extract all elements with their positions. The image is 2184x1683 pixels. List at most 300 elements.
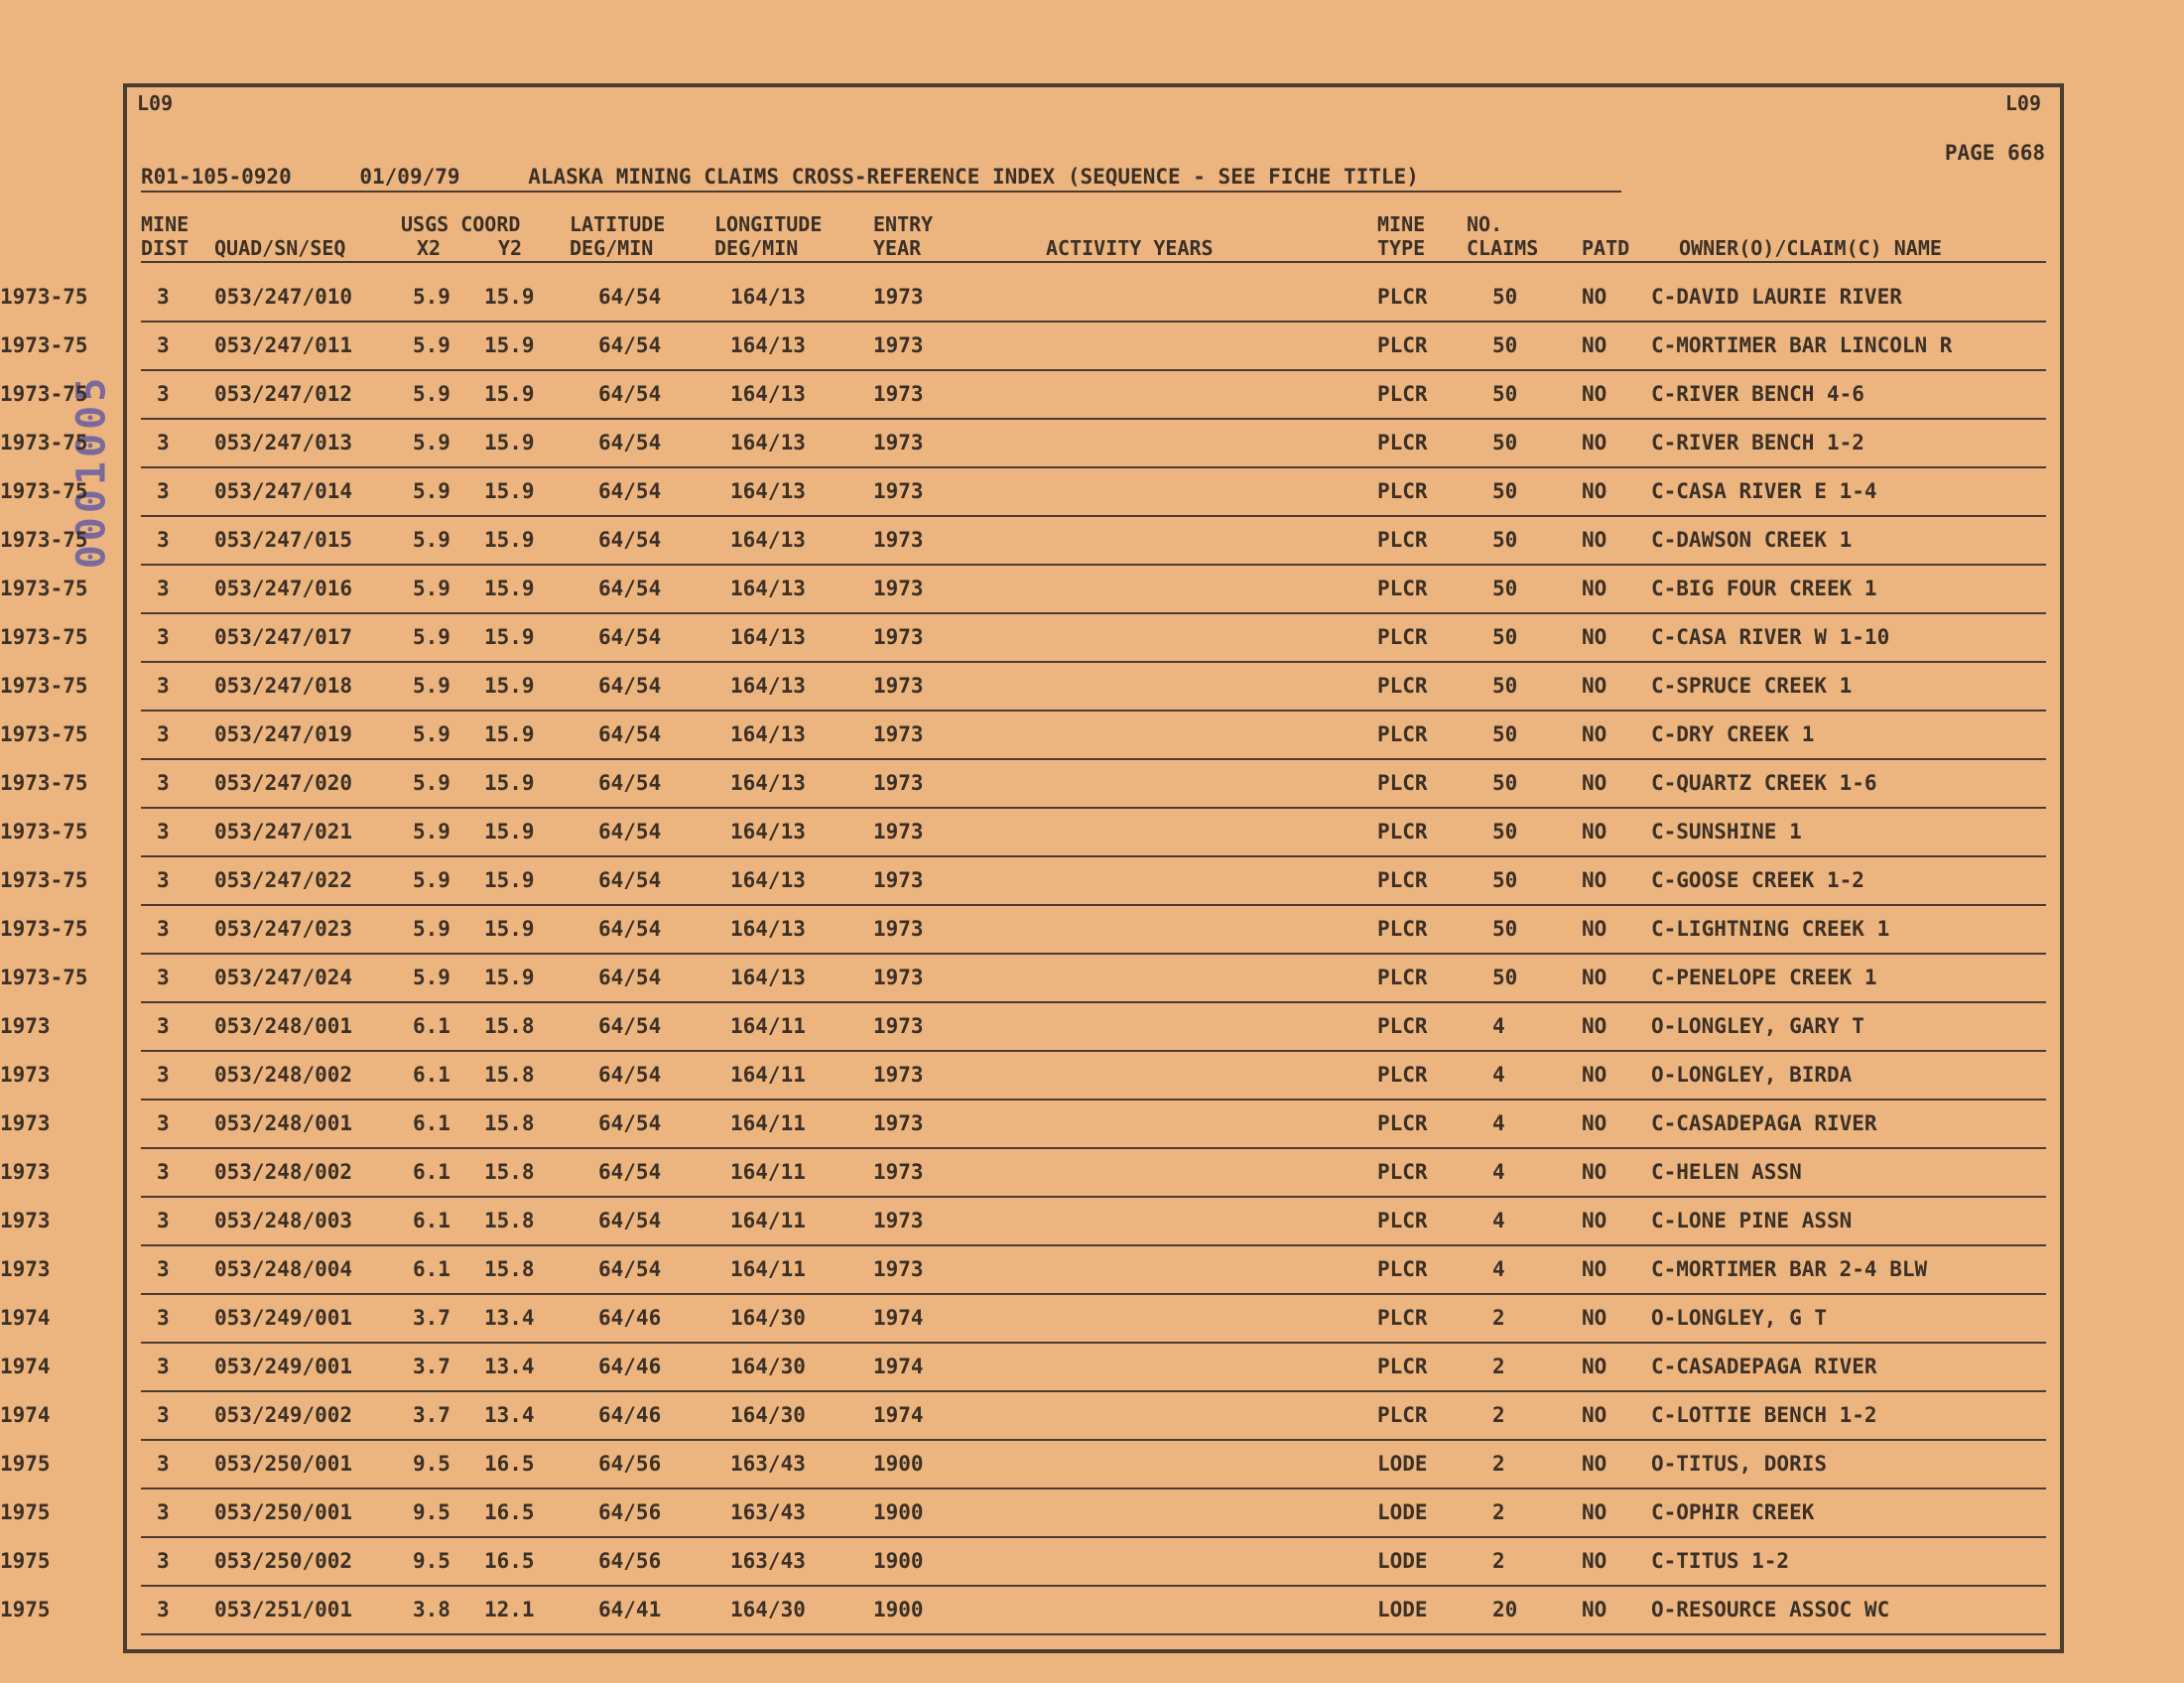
cell-quad: 053/248/002	[214, 1063, 353, 1087]
cell-type: PLCR	[1377, 1014, 1428, 1038]
cell-dist: 3	[157, 917, 170, 941]
cell-pat: NO	[1582, 966, 1607, 989]
cell-type: PLCR	[1377, 917, 1428, 941]
header-quad: QUAD/SN/SEQ	[214, 236, 346, 260]
cell-activity: 1973-75	[0, 966, 88, 989]
cell-entry: 1973	[873, 917, 924, 941]
cell-activity: 1973-75	[0, 917, 88, 941]
cell-quad: 053/248/003	[214, 1209, 353, 1232]
cell-entry: 1900	[873, 1598, 924, 1621]
cell-quad: 053/247/023	[214, 917, 353, 941]
row-rule	[141, 1099, 2046, 1100]
row-rule	[141, 1001, 2046, 1003]
header-y2: Y2	[498, 236, 523, 260]
cell-y: 15.8	[484, 1257, 535, 1281]
cell-claims: 50	[1492, 820, 1518, 843]
cell-quad: 053/247/012	[214, 382, 353, 406]
table-row	[0, 810, 2184, 858]
cell-lon: 163/43	[730, 1500, 806, 1524]
table-row	[0, 907, 2184, 956]
cell-type: PLCR	[1377, 868, 1428, 892]
table-row	[0, 1199, 2184, 1247]
cell-pat: NO	[1582, 577, 1607, 600]
table-row	[0, 1150, 2184, 1199]
header-activity-years: ACTIVITY YEARS	[1046, 236, 1214, 260]
cell-claims: 2	[1492, 1306, 1505, 1330]
cell-x: 5.9	[413, 722, 450, 746]
cell-y: 15.8	[484, 1111, 535, 1135]
cell-dist: 3	[157, 625, 170, 649]
cell-dist: 3	[157, 431, 170, 454]
cell-lat: 64/54	[598, 722, 662, 746]
cell-x: 5.9	[413, 820, 450, 843]
cell-type: PLCR	[1377, 722, 1428, 746]
cell-y: 15.9	[484, 917, 535, 941]
cell-y: 15.9	[484, 868, 535, 892]
row-rule	[141, 1536, 2046, 1538]
cell-claims: 50	[1492, 966, 1518, 989]
cell-activity: 1973-75	[0, 625, 88, 649]
cell-pat: NO	[1582, 1014, 1607, 1038]
cell-quad: 053/247/024	[214, 966, 353, 989]
cell-lat: 64/54	[598, 431, 662, 454]
cell-y: 16.5	[484, 1452, 535, 1476]
cell-dist: 3	[157, 1257, 170, 1281]
cell-dist: 3	[157, 577, 170, 600]
cell-pat: NO	[1582, 528, 1607, 552]
cell-lat: 64/54	[598, 1160, 662, 1184]
cell-activity: 1973-75	[0, 431, 88, 454]
table-row	[0, 712, 2184, 761]
cell-entry: 1973	[873, 722, 924, 746]
cell-quad: 053/249/001	[214, 1306, 353, 1330]
cell-lat: 64/54	[598, 868, 662, 892]
cell-activity: 1973-75	[0, 577, 88, 600]
cell-lon: 164/11	[730, 1257, 806, 1281]
cell-lon: 164/13	[730, 820, 806, 843]
header-no-claims: NO. CLAIMS	[1467, 212, 1539, 260]
cell-owner: C-SPRUCE CREEK 1	[1651, 674, 1853, 698]
cell-y: 13.4	[484, 1306, 535, 1330]
cell-quad: 053/248/001	[214, 1111, 353, 1135]
cell-lat: 64/54	[598, 625, 662, 649]
cell-quad: 053/249/002	[214, 1403, 353, 1427]
cell-x: 9.5	[413, 1452, 450, 1476]
row-rule	[141, 1488, 2046, 1489]
table-row	[0, 1442, 2184, 1490]
cell-lon: 164/30	[730, 1403, 806, 1427]
cell-owner: C-MORTIMER BAR LINCOLN R	[1651, 333, 1953, 357]
cell-pat: NO	[1582, 1403, 1607, 1427]
header-mine-dist: MINE DIST	[141, 212, 190, 260]
cell-owner: O-LONGLEY, GARY T	[1651, 1014, 1864, 1038]
cell-claims: 2	[1492, 1452, 1505, 1476]
cell-owner: C-LOTTIE BENCH 1-2	[1651, 1403, 1877, 1427]
table-row	[0, 1393, 2184, 1442]
cell-dist: 3	[157, 722, 170, 746]
row-rule	[141, 904, 2046, 906]
cell-y: 15.9	[484, 771, 535, 795]
claims-table	[0, 275, 2184, 1636]
cell-lat: 64/54	[598, 333, 662, 357]
cell-pat: NO	[1582, 1452, 1607, 1476]
table-row	[0, 664, 2184, 712]
cell-lon: 164/11	[730, 1014, 806, 1038]
table-row	[0, 761, 2184, 810]
cell-lat: 64/46	[598, 1306, 662, 1330]
row-rule	[141, 1050, 2046, 1052]
row-rule	[141, 710, 2046, 712]
cell-entry: 1974	[873, 1403, 924, 1427]
cell-owner: C-DAVID LAURIE RIVER	[1651, 285, 1902, 309]
row-rule	[141, 612, 2046, 614]
cell-type: PLCR	[1377, 285, 1428, 309]
cell-dist: 3	[157, 1355, 170, 1378]
cell-claims: 50	[1492, 333, 1518, 357]
cell-type: PLCR	[1377, 625, 1428, 649]
cell-entry: 1973	[873, 1209, 924, 1232]
cell-x: 5.9	[413, 382, 450, 406]
cell-dist: 3	[157, 771, 170, 795]
cell-pat: NO	[1582, 1355, 1607, 1378]
cell-claims: 4	[1492, 1209, 1505, 1232]
cell-claims: 50	[1492, 479, 1518, 503]
cell-lat: 64/54	[598, 382, 662, 406]
cell-x: 5.9	[413, 917, 450, 941]
cell-x: 6.1	[413, 1063, 450, 1087]
report-id: R01-105-0920	[141, 165, 292, 189]
table-row	[0, 324, 2184, 372]
corner-label-left: L09	[137, 91, 174, 115]
row-rule	[141, 1439, 2046, 1441]
cell-activity: 1973-75	[0, 771, 88, 795]
table-row	[0, 372, 2184, 421]
cell-quad: 053/247/022	[214, 868, 353, 892]
cell-y: 15.9	[484, 431, 535, 454]
cell-pat: NO	[1582, 1549, 1607, 1573]
cell-lat: 64/41	[598, 1598, 662, 1621]
cell-lon: 164/13	[730, 868, 806, 892]
cell-x: 5.9	[413, 431, 450, 454]
cell-entry: 1900	[873, 1452, 924, 1476]
cell-lat: 64/56	[598, 1500, 662, 1524]
cell-lat: 64/54	[598, 1257, 662, 1281]
cell-lat: 64/54	[598, 577, 662, 600]
cell-dist: 3	[157, 966, 170, 989]
cell-y: 15.9	[484, 382, 535, 406]
cell-x: 6.1	[413, 1209, 450, 1232]
cell-x: 3.7	[413, 1355, 450, 1378]
cell-owner: C-TITUS 1-2	[1651, 1549, 1790, 1573]
cell-activity: 1973-75	[0, 333, 88, 357]
cell-activity: 1974	[0, 1355, 51, 1378]
cell-claims: 4	[1492, 1014, 1505, 1038]
cell-quad: 053/249/001	[214, 1355, 353, 1378]
cell-activity: 1973	[0, 1063, 51, 1087]
cell-claims: 2	[1492, 1355, 1505, 1378]
cell-claims: 50	[1492, 868, 1518, 892]
table-row	[0, 1588, 2184, 1636]
row-rule	[141, 1342, 2046, 1344]
cell-claims: 20	[1492, 1598, 1518, 1621]
row-rule	[141, 369, 2046, 371]
cell-quad: 053/250/001	[214, 1452, 353, 1476]
cell-claims: 4	[1492, 1111, 1505, 1135]
header-usgs-coord: USGS COORD	[401, 212, 521, 236]
cell-x: 5.9	[413, 577, 450, 600]
cell-quad: 053/250/001	[214, 1500, 353, 1524]
cell-y: 15.8	[484, 1014, 535, 1038]
cell-type: LODE	[1377, 1500, 1428, 1524]
header-owner-claim-name: OWNER(O)/CLAIM(C) NAME	[1679, 236, 1942, 260]
cell-lon: 164/13	[730, 431, 806, 454]
cell-x: 5.9	[413, 966, 450, 989]
cell-pat: NO	[1582, 771, 1607, 795]
cell-x: 6.1	[413, 1111, 450, 1135]
cell-entry: 1973	[873, 1111, 924, 1135]
cell-lat: 64/54	[598, 674, 662, 698]
row-rule	[141, 1293, 2046, 1295]
cell-type: PLCR	[1377, 674, 1428, 698]
cell-pat: NO	[1582, 431, 1607, 454]
cell-owner: C-RIVER BENCH 4-6	[1651, 382, 1864, 406]
row-rule	[141, 1390, 2046, 1392]
cell-entry: 1973	[873, 771, 924, 795]
cell-y: 16.5	[484, 1500, 535, 1524]
cell-pat: NO	[1582, 285, 1607, 309]
cell-pat: NO	[1582, 1111, 1607, 1135]
cell-pat: NO	[1582, 479, 1607, 503]
cell-claims: 4	[1492, 1160, 1505, 1184]
cell-quad: 053/247/020	[214, 771, 353, 795]
header-latitude: LATITUDE DEG/MIN	[570, 212, 666, 260]
report-title-line	[141, 165, 1621, 193]
cell-entry: 1973	[873, 382, 924, 406]
cell-lon: 164/13	[730, 382, 806, 406]
table-row	[0, 1296, 2184, 1345]
cell-owner: C-PENELOPE CREEK 1	[1651, 966, 1877, 989]
cell-activity: 1973	[0, 1257, 51, 1281]
cell-owner: O-LONGLEY, G T	[1651, 1306, 1828, 1330]
table-row	[0, 858, 2184, 907]
cell-owner: C-DRY CREEK 1	[1651, 722, 1815, 746]
row-rule	[141, 515, 2046, 517]
cell-x: 3.7	[413, 1306, 450, 1330]
cell-pat: NO	[1582, 820, 1607, 843]
cell-type: LODE	[1377, 1549, 1428, 1573]
cell-entry: 1900	[873, 1500, 924, 1524]
cell-lat: 64/54	[598, 1014, 662, 1038]
header-rule	[141, 261, 2046, 263]
cell-dist: 3	[157, 820, 170, 843]
cell-lat: 64/54	[598, 820, 662, 843]
cell-entry: 1973	[873, 285, 924, 309]
cell-lon: 164/13	[730, 528, 806, 552]
cell-type: PLCR	[1377, 382, 1428, 406]
cell-activity: 1973-75	[0, 285, 88, 309]
cell-dist: 3	[157, 1500, 170, 1524]
cell-y: 15.9	[484, 966, 535, 989]
cell-claims: 4	[1492, 1257, 1505, 1281]
cell-pat: NO	[1582, 917, 1607, 941]
cell-entry: 1974	[873, 1306, 924, 1330]
cell-pat: NO	[1582, 722, 1607, 746]
cell-lon: 164/13	[730, 285, 806, 309]
cell-y: 13.4	[484, 1355, 535, 1378]
table-row	[0, 567, 2184, 615]
cell-dist: 3	[157, 1452, 170, 1476]
cell-activity: 1973	[0, 1209, 51, 1232]
cell-dist: 3	[157, 1111, 170, 1135]
cell-lat: 64/54	[598, 1111, 662, 1135]
row-rule	[141, 1585, 2046, 1587]
cell-lat: 64/46	[598, 1355, 662, 1378]
table-row	[0, 1345, 2184, 1393]
row-rule	[141, 855, 2046, 857]
cell-dist: 3	[157, 1549, 170, 1573]
cell-y: 15.9	[484, 674, 535, 698]
cell-entry: 1974	[873, 1355, 924, 1378]
cell-activity: 1973	[0, 1111, 51, 1135]
cell-owner: C-LONE PINE ASSN	[1651, 1209, 1853, 1232]
archive-stamp-number: 0001005	[68, 373, 115, 570]
cell-y: 13.4	[484, 1403, 535, 1427]
cell-claims: 50	[1492, 771, 1518, 795]
cell-dist: 3	[157, 1160, 170, 1184]
cell-dist: 3	[157, 333, 170, 357]
cell-dist: 3	[157, 1063, 170, 1087]
cell-quad: 053/247/021	[214, 820, 353, 843]
cell-claims: 2	[1492, 1403, 1505, 1427]
cell-x: 5.9	[413, 868, 450, 892]
corner-label-right: L09	[2004, 91, 2041, 115]
cell-quad: 053/248/001	[214, 1014, 353, 1038]
cell-x: 3.7	[413, 1403, 450, 1427]
cell-owner: O-LONGLEY, BIRDA	[1651, 1063, 1853, 1087]
cell-dist: 3	[157, 382, 170, 406]
cell-x: 6.1	[413, 1257, 450, 1281]
cell-type: PLCR	[1377, 431, 1428, 454]
cell-type: PLCR	[1377, 966, 1428, 989]
report-date: 01/09/79	[359, 165, 460, 189]
cell-activity: 1973-75	[0, 868, 88, 892]
cell-x: 6.1	[413, 1160, 450, 1184]
cell-entry: 1973	[873, 431, 924, 454]
cell-quad: 053/247/018	[214, 674, 353, 698]
cell-lon: 164/13	[730, 674, 806, 698]
cell-lon: 164/11	[730, 1063, 806, 1087]
cell-y: 15.9	[484, 528, 535, 552]
cell-claims: 50	[1492, 722, 1518, 746]
cell-lon: 164/11	[730, 1209, 806, 1232]
cell-lon: 164/11	[730, 1160, 806, 1184]
cell-x: 3.8	[413, 1598, 450, 1621]
cell-activity: 1974	[0, 1306, 51, 1330]
table-row	[0, 275, 2184, 324]
row-rule	[141, 321, 2046, 323]
cell-lat: 64/54	[598, 1063, 662, 1087]
cell-pat: NO	[1582, 1598, 1607, 1621]
cell-entry: 1973	[873, 1257, 924, 1281]
cell-claims: 4	[1492, 1063, 1505, 1087]
cell-y: 15.8	[484, 1063, 535, 1087]
cell-quad: 053/247/011	[214, 333, 353, 357]
cell-activity: 1975	[0, 1452, 51, 1476]
cell-lon: 164/13	[730, 722, 806, 746]
cell-dist: 3	[157, 1306, 170, 1330]
cell-entry: 1973	[873, 868, 924, 892]
table-row	[0, 615, 2184, 664]
row-rule	[141, 953, 2046, 955]
cell-pat: NO	[1582, 674, 1607, 698]
cell-type: PLCR	[1377, 1355, 1428, 1378]
cell-dist: 3	[157, 528, 170, 552]
row-rule	[141, 661, 2046, 663]
row-rule	[141, 1196, 2046, 1198]
cell-owner: O-TITUS, DORIS	[1651, 1452, 1828, 1476]
cell-pat: NO	[1582, 868, 1607, 892]
cell-entry: 1973	[873, 820, 924, 843]
cell-activity: 1973	[0, 1160, 51, 1184]
cell-lat: 64/54	[598, 479, 662, 503]
cell-entry: 1973	[873, 966, 924, 989]
cell-activity: 1973-75	[0, 528, 88, 552]
cell-entry: 1973	[873, 674, 924, 698]
cell-lat: 64/54	[598, 528, 662, 552]
cell-claims: 50	[1492, 528, 1518, 552]
row-rule	[141, 1244, 2046, 1246]
cell-owner: C-OPHIR CREEK	[1651, 1500, 1815, 1524]
cell-y: 15.8	[484, 1209, 535, 1232]
cell-activity: 1973	[0, 1014, 51, 1038]
cell-pat: NO	[1582, 625, 1607, 649]
cell-quad: 053/251/001	[214, 1598, 353, 1621]
cell-type: PLCR	[1377, 1209, 1428, 1232]
cell-type: LODE	[1377, 1452, 1428, 1476]
cell-x: 5.9	[413, 528, 450, 552]
cell-y: 16.5	[484, 1549, 535, 1573]
cell-activity: 1974	[0, 1403, 51, 1427]
cell-claims: 50	[1492, 431, 1518, 454]
page-number: PAGE 668	[1944, 141, 2045, 165]
cell-pat: NO	[1582, 1306, 1607, 1330]
cell-owner: C-RIVER BENCH 1-2	[1651, 431, 1864, 454]
cell-lat: 64/54	[598, 285, 662, 309]
cell-quad: 053/250/002	[214, 1549, 353, 1573]
cell-claims: 50	[1492, 625, 1518, 649]
cell-type: PLCR	[1377, 528, 1428, 552]
cell-x: 5.9	[413, 771, 450, 795]
cell-pat: NO	[1582, 382, 1607, 406]
cell-y: 15.9	[484, 722, 535, 746]
row-rule	[141, 564, 2046, 566]
cell-activity: 1973-75	[0, 674, 88, 698]
cell-lon: 164/13	[730, 771, 806, 795]
cell-activity: 1973-75	[0, 382, 88, 406]
cell-owner: C-GOOSE CREEK 1-2	[1651, 868, 1864, 892]
header-x2: X2	[417, 236, 442, 260]
cell-lon: 164/13	[730, 625, 806, 649]
cell-lat: 64/54	[598, 1209, 662, 1232]
cell-x: 5.9	[413, 625, 450, 649]
cell-lat: 64/54	[598, 771, 662, 795]
cell-type: PLCR	[1377, 479, 1428, 503]
cell-claims: 2	[1492, 1500, 1505, 1524]
cell-activity: 1975	[0, 1598, 51, 1621]
cell-type: PLCR	[1377, 1257, 1428, 1281]
cell-y: 15.9	[484, 820, 535, 843]
cell-pat: NO	[1582, 1063, 1607, 1087]
